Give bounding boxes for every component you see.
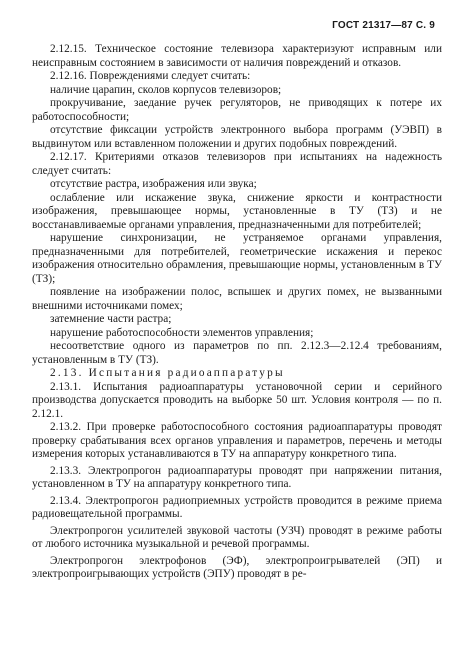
list-item: прокручивание, заедание ручек регуляторов, не приводящих к потере их работоспособности; <box>32 97 442 123</box>
list-item: несоответствие одного из параметров по пп. 2.12.3—2.12.4 требованиям, установленным в ТУ (ТЗ). <box>32 340 442 366</box>
paragraph-2-12-16: 2.12.16. Повреждениями следует считать: <box>50 70 251 82</box>
paragraph-2-13-3: 2.13.3. Электропрогон радиоаппаратуры проводят при напряжении питания, установленном в ТУ на аппаратуру конкретного типа. <box>32 464 442 490</box>
section-heading-2-13: 2.13. Испытания радиоаппаратуры <box>50 367 285 379</box>
list-item: наличие царапин, сколов корпусов телевизоров; <box>50 83 282 96</box>
paragraph: Электропрогон электрофонов (ЭФ), электропроигрывателей (ЭП) и электропроигрывающих устройств (ЭПУ) проводят в ре- <box>32 554 442 580</box>
document-body <box>32 43 442 582</box>
paragraph: Электропрогон усилителей звуковой частоты (УЗЧ) проводят в режиме работы от любого источника музыкальной и речевой программы. <box>32 524 442 550</box>
paragraph-2-13-2: 2.13.2. При проверке работоспособного состояния радиоаппаратуры проводят проверку срабатывания всех органов управления и параметров, перечень и методы измерения которых устанавливаются в ТУ на аппаратуру конкретного типа. <box>32 421 442 460</box>
paragraph-2-12-17: 2.12.17. Критериями отказов телевизоров при испытаниях на надежность следует считать: <box>32 151 442 177</box>
list-item: нарушение синхронизации, не устраняемое органами управления, предназначенными для потребителей, геометрические искажения и перекос изображения относительно обрамления, превышающие нормы, установленным в ТУ (ТЗ); <box>32 232 442 285</box>
paragraph-2-13-1: 2.13.1. Испытания радиоаппаратуры установочной серии и серийного производства допускается проводить на выборке 50 шт. Условия контроля — по п. 2.12.1. <box>32 380 442 420</box>
list-item: отсутствие фиксации устройств электронного выбора программ (УЭВП) в выдвинутом или вставленном положении и других подобных повреждений. <box>32 124 442 150</box>
list-item: отсутствие растра, изображения или звука; <box>50 178 257 190</box>
page-header: ГОСТ 21317—87 С. 9 <box>332 20 435 31</box>
list-item: нарушение работоспособности элементов управления; <box>50 326 314 339</box>
paragraph-2-13-4: 2.13.4. Электропрогон радиоприемных устройств проводится в режиме приема радиовещательной программы. <box>32 494 442 520</box>
list-item: ослабление или искажение звука, снижение яркости и контрастности изображения, превышающее нормы, установленные в ТУ (ТЗ) и не восстанавливаемые органами управления, предназначенными для потребителей; <box>32 191 442 231</box>
list-item: появление на изображении полос, вспышек и других помех, не вызванными внешними источниками помех; <box>32 286 442 312</box>
paragraph-2-12-15: 2.12.15. Техническое состояние телевизора характеризуют исправным или неисправным состоянием в зависимости от наличия повреждений и отказов. <box>32 43 442 69</box>
list-item: затемнение части растра; <box>50 313 172 325</box>
